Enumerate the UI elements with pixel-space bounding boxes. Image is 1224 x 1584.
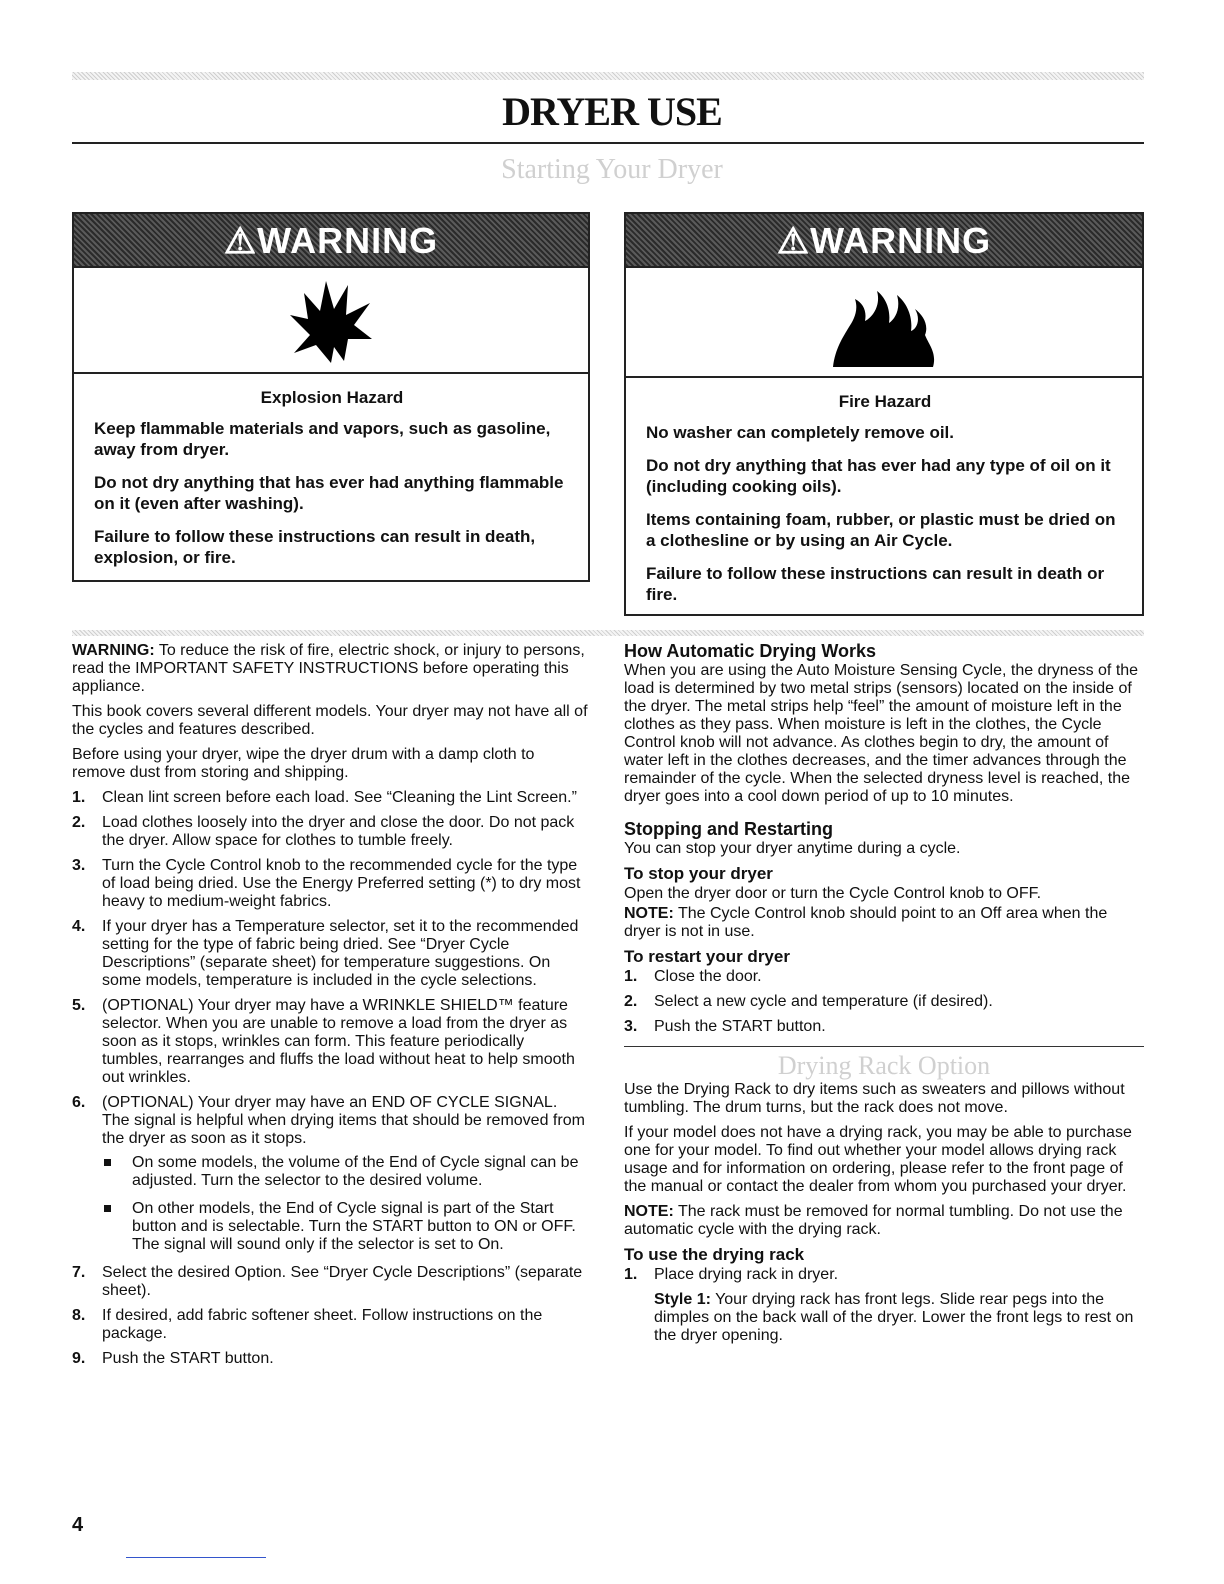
rack-paragraph: Use the Drying Rack to dry items such as sweaters and pillows without tumbling. The drum turns, but the rack does not move. (624, 1081, 1125, 1116)
before-paragraph: Before using your dryer, wipe the dryer drum with a damp cloth to remove dust from storing and shipping. (72, 746, 535, 781)
warning-line: Do not dry anything that has ever had any type of oil on it (including cooking oils). (646, 456, 1111, 496)
warning-line: Keep flammable materials and vapors, such as gasoline, away from dryer. (94, 419, 551, 459)
explosion-icon (286, 275, 376, 365)
warning-banner: ⚠WARNING (74, 214, 588, 268)
list-item: 5. (OPTIONAL) Your dryer may have a WRINKLE SHIELD™ feature selector. When you are unable to remove a load from the dryer as soon as it stops, wrinkles can form. This feature periodically tumbles, rearranges and fluffs the load without heat to help smooth out wrinkles. (72, 997, 575, 1086)
list-item: 2. Load clothes loosely into the dryer and close the door. Do not pack the dryer. Allow space for clothes to tumble freely. (72, 814, 575, 849)
list-item: 1. Clean lint screen before each load. See “Cleaning the Lint Screen.” (72, 789, 577, 806)
warning-line: Do not dry anything that has ever had anything flammable on it (even after washing). (94, 473, 564, 513)
stopping-heading: Stopping and Restarting (624, 819, 833, 839)
stop-text: Open the dryer door or turn the Cycle Control knob to OFF. (624, 885, 1042, 902)
list-item: 8. If desired, add fabric softener sheet. Follow instructions on the package. (72, 1307, 543, 1342)
list-item: 9. Push the START button. (72, 1350, 274, 1367)
rack-subheading: To use the drying rack (624, 1245, 805, 1264)
stopping-text: You can stop your dryer anytime during a cycle. (624, 840, 961, 857)
bullet-item: On some models, the volume of the End of Cycle signal can be adjusted. Turn the selector to the desired volume. (102, 1154, 588, 1190)
page-title: DRYER USE (502, 89, 722, 134)
explosion-warning-box (72, 212, 590, 582)
hazard-title: Explosion Hazard (260, 388, 404, 407)
icon-area (74, 268, 588, 374)
signal-bullets (102, 1154, 588, 1254)
note-text: The Cycle Control knob should point to an Off area when the dryer is not in use. (624, 905, 1108, 940)
auto-drying-heading: How Automatic Drying Works (624, 641, 877, 661)
top-rule (72, 72, 1144, 80)
warning-label: WARNING: (72, 642, 155, 659)
note-text: The rack must be removed for normal tumbling. Do not use the automatic cycle with the drying rack. (624, 1203, 1123, 1238)
fire-warning-box (624, 212, 1144, 616)
warning-line: Failure to follow these instructions can result in death or fire. (646, 564, 1105, 604)
rack-paragraph: If your model does not have a drying rack, you may be able to purchase one for your model. To find out whether your model allows drying rack usage and for information on ordering, please refer to the front page of the manual or contact the dealer from whom you purchased your dryer. (624, 1124, 1132, 1195)
models-paragraph: This book covers several different models. Your dryer may not have all of the cycles and features described. (72, 703, 588, 738)
icon-area (626, 268, 1142, 378)
list-item: 4. If your dryer has a Temperature selector, set it to the recommended setting for the type of fabric being dried. See “Dryer Cycle Descriptions” (separate sheet) for temperature suggestions. On some models, temperature is included in the cycle selections. (72, 918, 579, 989)
rack-divider (624, 1046, 1144, 1047)
title-rule (72, 142, 1144, 144)
section-divider (72, 630, 1144, 636)
section-heading: Starting Your Dryer (501, 154, 723, 185)
style-paragraph (624, 1291, 1144, 1345)
list-item: 2. Select a new cycle and temperature (if desired). (624, 993, 993, 1010)
rack-steps (624, 1266, 1144, 1284)
bullet-item: On other models, the End of Cycle signal is part of the Start button and is selectable. Turn the START button to ON or OFF. The signal will sound only if the selector is set to On. (102, 1200, 588, 1254)
bullet-square-icon (104, 1205, 111, 1212)
note-label: NOTE: (624, 1203, 674, 1220)
warning-line: Items containing foam, rubber, or plastic must be dried on a clothesline or by using an Air Cycle. (646, 510, 1116, 550)
list-item: 6. (OPTIONAL) Your dryer may have an END OF CYCLE SIGNAL. The signal is helpful when drying items that should be removed from the dryer as soon as it stops. On some models, the volume of the End of Cycle signal can be adjusted. Turn the selector to the desired volume. On other models, the End of Cycle signal is part of the Start button and is selectable. Turn the START button to ON or OFF. The signal will sound only if the selector is set to On. (72, 1094, 588, 1254)
list-item: 7. Select the desired Option. See “Dryer Cycle Descriptions” (separate sheet). (72, 1264, 583, 1299)
list-item: 3. Push the START button. (624, 1018, 826, 1035)
style-label: Style 1: (654, 1291, 711, 1308)
warning-line: Failure to follow these instructions can result in death, explosion, or fire. (94, 527, 536, 567)
rack-note (624, 1203, 1144, 1239)
page-number: 4 (72, 1514, 84, 1536)
fire-icon (829, 275, 939, 369)
warning-body (626, 378, 1142, 605)
restart-subheading: To restart your dryer (624, 947, 790, 966)
bullet-square-icon (104, 1159, 111, 1166)
start-steps (72, 789, 588, 1368)
warning-text: To reduce the risk of fire, electric shock, or injury to persons, read the IMPORTANT SAFETY INSTRUCTIONS before operating this appliance. (72, 642, 585, 695)
left-column (72, 642, 588, 1375)
right-column (624, 642, 1144, 1352)
list-item: 1. Place drying rack in dryer. (624, 1266, 839, 1283)
footer-link-line (126, 1557, 266, 1558)
rack-heading: Drying Rack Option (777, 1051, 991, 1080)
intro-warning (72, 642, 588, 696)
hazard-title: Fire Hazard (838, 392, 932, 411)
warning-banner: ⚠WARNING (626, 214, 1142, 268)
stop-subheading: To stop your dryer (624, 864, 773, 883)
warning-body (74, 374, 588, 568)
stop-note (624, 905, 1144, 941)
warning-line: No washer can completely remove oil. (646, 423, 955, 442)
note-label: NOTE: (624, 905, 674, 922)
list-item: 1. Close the door. (624, 968, 762, 985)
list-item: 3. Turn the Cycle Control knob to the recommended cycle for the type of load being dried. Use the Energy Preferred setting (*) to dry most heavy to medium-weight fabrics. (72, 857, 581, 910)
auto-drying-text: When you are using the Auto Moisture Sensing Cycle, the dryness of the load is determined by two metal strips (sensors) located on the inside of the dryer. The metal strips help “feel” the amount of moisture left in the clothes as they pass. When moisture is left in the clothes, the Cycle Control knob will not advance. As clothes begin to dry, the amount of water left in the clothes decreases, and the timer advances through the remainder of the cycle. When the selected dryness level is reached, the dryer goes into a cool down period of up to 10 minutes. (624, 662, 1139, 805)
restart-steps (624, 968, 1144, 1036)
style-text: Your drying rack has front legs. Slide rear pegs into the dimples on the back wall of the dryer. Lower the front legs to rest on the dryer opening. (654, 1291, 1134, 1344)
